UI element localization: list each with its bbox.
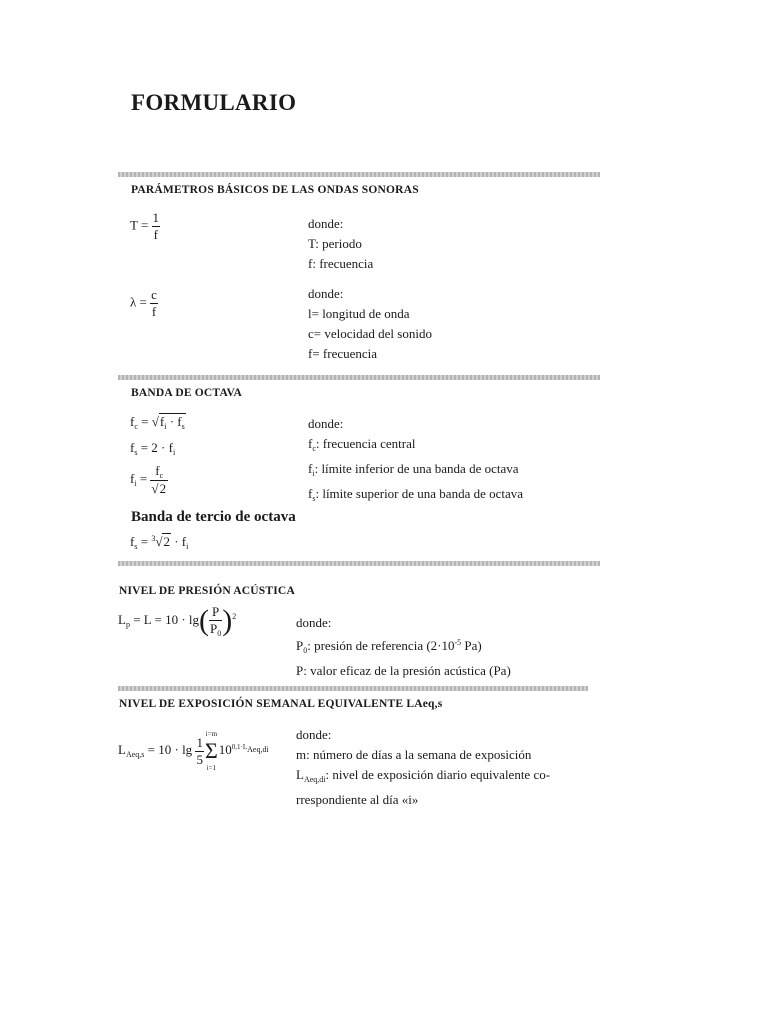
section-heading-exposicion: NIVEL DE EXPOSICIÓN SEMANAL EQUIVALENTE LAeq,s	[119, 698, 443, 710]
formula-lambda: λ = $\frac{c}{f}$	[130, 287, 157, 319]
section-heading-octava: BANDA DE OCTAVA	[131, 387, 242, 399]
formula-lp: $L_p = L = 10 \cdot \lg$( $\frac{P}{P_0}$ )$^2$	[118, 604, 237, 638]
tercio-heading: Banda de tercio de octava	[131, 509, 296, 525]
presion-legend: donde: $P_0$: presión de referencia ($2\cdot 10^{-5}$ Pa) P: valor eficaz de la presión acústica (Pa)	[296, 615, 511, 678]
section-divider	[118, 686, 588, 691]
exposicion-legend: donde: m: número de días a la semana de exposición $L_{Aeq,di}$: nivel de exposición diario equivalente co- rrespondiente al día «i»	[296, 727, 551, 807]
formula-tercio: $f_s = ^3√2 \cdot f_i$	[130, 534, 189, 551]
section-heading-presion: NIVEL DE PRESIÓN ACÚSTICA	[119, 585, 295, 597]
octava-legend: donde: $f_c$: frecuencia central $f_i$: límite inferior de una banda de octava $f_s$: límite superior de una banda de octava	[308, 416, 524, 503]
formula-fi: $f_i$ = $\frac{f_c}{√2}$	[130, 463, 167, 496]
lambda-legend: donde: l= longitud de onda c= velocidad del sonido f= frecuencia	[308, 286, 432, 361]
formula-fs: $f_s = 2 \cdot f_i$	[130, 440, 176, 457]
section-divider	[118, 375, 600, 380]
formula-laeq: $L_{Aeq,s} = 10 \cdot \lg$ $\frac{1}{5}$ i=m Σ i=1 $10^{0,1\cdot L_{Aeq,di}}$	[118, 730, 269, 772]
section-heading-ondas: PARÁMETROS BÁSICOS DE LAS ONDAS SONORAS	[131, 184, 419, 196]
formula-periodo: T = $\frac{1}{f}$	[130, 210, 160, 242]
page-title: FORMULARIO	[131, 90, 297, 115]
formula-fc: $f_c = √f_i \cdot f_s$	[130, 414, 185, 431]
section-divider	[118, 172, 600, 177]
section-divider	[118, 561, 600, 566]
periodo-legend: donde: T: periodo f: frecuencia	[308, 216, 374, 271]
